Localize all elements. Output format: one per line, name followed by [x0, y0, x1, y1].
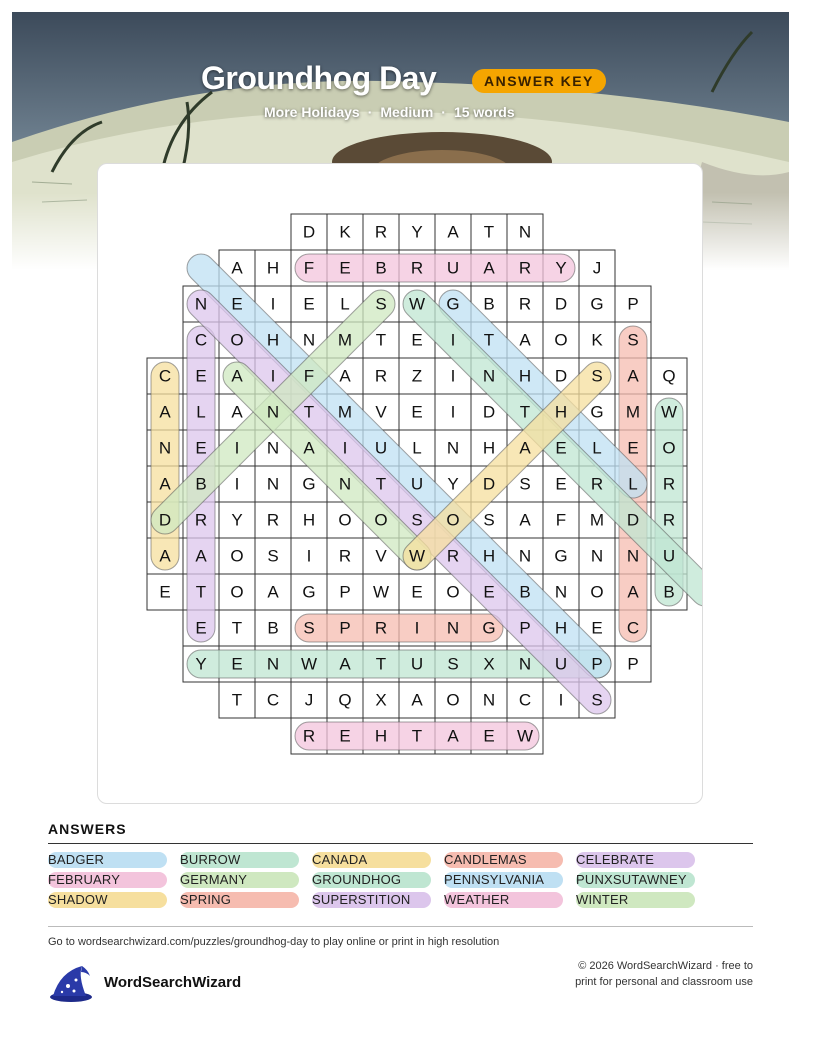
- grid-letter: Y: [195, 654, 207, 674]
- grid-letter: S: [627, 330, 639, 350]
- grid-letter: E: [411, 402, 423, 422]
- grid-letter: O: [374, 510, 388, 530]
- grid-letter: T: [375, 474, 387, 494]
- grid-letter: R: [662, 474, 676, 494]
- grid-letter: A: [339, 366, 351, 386]
- grid-letter: E: [555, 474, 567, 494]
- grid-letter: E: [411, 330, 423, 350]
- grid-letter: R: [662, 510, 676, 530]
- grid-letter: P: [627, 294, 639, 314]
- answer-word: BADGER: [48, 852, 167, 868]
- grid-letter: P: [591, 654, 603, 674]
- footer-divider: [48, 926, 753, 927]
- grid-letter: O: [446, 690, 460, 710]
- grid-letter: A: [519, 510, 531, 530]
- grid-letter: L: [412, 438, 422, 458]
- grid-letter: H: [518, 366, 532, 386]
- grid-letter: U: [662, 546, 676, 566]
- grid-letter: B: [519, 582, 531, 602]
- grid-letter: O: [230, 546, 244, 566]
- grid-letter: G: [482, 618, 496, 638]
- grid-letter: H: [266, 258, 280, 278]
- grid-letter: A: [159, 402, 171, 422]
- grid-letter: E: [303, 294, 315, 314]
- grid-letter: N: [158, 438, 172, 458]
- grid-letter: W: [300, 654, 318, 674]
- grid-letter: D: [554, 366, 568, 386]
- grid-letter: N: [518, 546, 532, 566]
- grid-letter: N: [266, 474, 280, 494]
- grid-letter: D: [554, 294, 568, 314]
- grid-letter: Z: [411, 366, 423, 386]
- grid-letter: P: [627, 654, 639, 674]
- grid-letter: T: [375, 654, 387, 674]
- grid-letter: I: [450, 366, 456, 386]
- grid-letter: B: [663, 582, 675, 602]
- grid-letter: D: [626, 510, 640, 530]
- grid-letter: E: [195, 366, 207, 386]
- answer-word: SPRING: [180, 892, 299, 908]
- puzzle-card: [97, 163, 703, 804]
- grid-letter: B: [375, 258, 387, 278]
- answer-word: CANADA: [312, 852, 431, 868]
- grid-letter: S: [483, 510, 495, 530]
- grid-letter: G: [590, 402, 604, 422]
- answer-word: GERMANY: [180, 872, 299, 888]
- grid-letter: N: [266, 438, 280, 458]
- grid-letter: A: [519, 330, 531, 350]
- grid-letter: O: [554, 330, 568, 350]
- grid-letter: U: [554, 654, 568, 674]
- grid-letter: T: [411, 726, 423, 746]
- grid-letter: R: [374, 366, 388, 386]
- grid-letter: B: [267, 618, 279, 638]
- grid-letter: N: [590, 546, 604, 566]
- answer-word: SHADOW: [48, 892, 167, 908]
- grid-letter: A: [231, 366, 243, 386]
- grid-letter: I: [450, 402, 456, 422]
- grid-letter: J: [592, 258, 602, 278]
- word-search-grid: [98, 164, 702, 803]
- answer-word: GROUNDHOG: [312, 872, 431, 888]
- grid-letter: A: [303, 438, 315, 458]
- grid-letter: O: [230, 582, 244, 602]
- grid-letter: C: [158, 366, 172, 386]
- grid-letter: T: [375, 330, 387, 350]
- grid-letter: H: [482, 546, 496, 566]
- brand-name[interactable]: WordSearchWizard: [104, 974, 242, 991]
- grid-letter: G: [590, 294, 604, 314]
- grid-letter: L: [592, 438, 602, 458]
- grid-letter: V: [375, 546, 387, 566]
- grid-letter: A: [627, 366, 639, 386]
- grid-letter: T: [231, 690, 243, 710]
- grid-letter: I: [234, 474, 240, 494]
- highlight-canada: [151, 362, 179, 570]
- grid-letter: J: [304, 690, 314, 710]
- grid-letter: L: [340, 294, 350, 314]
- grid-letter: A: [411, 690, 423, 710]
- grid-letter: A: [627, 582, 639, 602]
- wizard-hat-icon: [48, 964, 94, 1004]
- grid-letter: X: [375, 690, 387, 710]
- highlight-february: [295, 254, 575, 282]
- answer-key-badge: ANSWER KEY: [472, 69, 606, 93]
- grid-letter: H: [302, 510, 316, 530]
- grid-letter: S: [267, 546, 279, 566]
- grid-letter: I: [270, 294, 276, 314]
- grid-letter: N: [446, 438, 460, 458]
- grid-letter: E: [339, 258, 351, 278]
- grid-letter: O: [662, 438, 676, 458]
- grid-letter: H: [266, 330, 280, 350]
- copyright-text: © 2026 WordSearchWizard · free to print for personal and classroom use: [575, 960, 753, 988]
- grid-letter: C: [194, 330, 208, 350]
- grid-letter: U: [446, 258, 460, 278]
- grid-letter: K: [591, 330, 603, 350]
- grid-letter: I: [234, 438, 240, 458]
- answers-list: [48, 852, 753, 908]
- grid-letter: E: [159, 582, 171, 602]
- grid-letter: M: [589, 510, 605, 530]
- grid-letter: S: [375, 294, 387, 314]
- answer-word: WINTER: [576, 892, 695, 908]
- grid-letter: N: [518, 654, 532, 674]
- grid-letter: E: [231, 294, 243, 314]
- grid-letter: E: [591, 618, 603, 638]
- grid-letter: D: [302, 222, 316, 242]
- grid-letter: K: [339, 222, 351, 242]
- grid-letter: W: [408, 294, 426, 314]
- grid-letter: N: [266, 654, 280, 674]
- grid-letter: A: [159, 546, 171, 566]
- answers-divider: [48, 843, 753, 844]
- grid-letter: F: [303, 258, 315, 278]
- grid-letter: E: [231, 654, 243, 674]
- grid-letter: T: [519, 402, 531, 422]
- answer-word: SUPERSTITION: [312, 892, 431, 908]
- grid-letter: S: [591, 366, 603, 386]
- grid-letter: N: [446, 618, 460, 638]
- answer-word: BURROW: [180, 852, 299, 868]
- grid-letter: R: [266, 510, 280, 530]
- grid-letter: Y: [447, 474, 459, 494]
- grid-letter: E: [483, 726, 495, 746]
- grid-letter: R: [518, 258, 532, 278]
- grid-letter: T: [483, 330, 495, 350]
- grid-letter: A: [267, 582, 279, 602]
- grid-letter: R: [194, 510, 208, 530]
- grid-letter: D: [158, 510, 172, 530]
- grid-letter: A: [231, 402, 243, 422]
- grid-letter: R: [410, 258, 424, 278]
- grid-letter: N: [302, 330, 316, 350]
- grid-letter: W: [372, 582, 390, 602]
- grid-letter: Y: [411, 222, 423, 242]
- grid-letter: G: [302, 582, 316, 602]
- footer-link-text[interactable]: Go to wordsearchwizard.com/puzzles/groundhog-day to play online or print in high resolution: [48, 936, 500, 948]
- grid-letter: I: [450, 330, 456, 350]
- grid-letter: A: [159, 474, 171, 494]
- grid-letter: N: [554, 582, 568, 602]
- grid-letter: Q: [338, 690, 352, 710]
- grid-letter: F: [555, 510, 567, 530]
- grid-letter: H: [554, 618, 568, 638]
- puzzle-meta: [264, 104, 515, 120]
- grid-letter: Y: [231, 510, 243, 530]
- grid-letter: R: [590, 474, 604, 494]
- grid-letter: E: [483, 582, 495, 602]
- grid-letter: T: [483, 222, 495, 242]
- grid-letter: M: [625, 402, 641, 422]
- category-label: More Holidays: [264, 104, 360, 120]
- grid-letter: T: [195, 582, 207, 602]
- grid-letter: W: [516, 726, 534, 746]
- grid-letter: N: [482, 366, 496, 386]
- grid-letter: O: [230, 330, 244, 350]
- grid-letter: R: [338, 546, 352, 566]
- grid-letter: T: [231, 618, 243, 638]
- grid-letter: A: [195, 546, 207, 566]
- grid-letter: U: [410, 654, 424, 674]
- grid-letter: N: [626, 546, 640, 566]
- grid-letter: R: [374, 222, 388, 242]
- grid-letter: E: [555, 438, 567, 458]
- grid-letter: E: [627, 438, 639, 458]
- grid-letter: H: [554, 402, 568, 422]
- grid-letter: E: [411, 582, 423, 602]
- grid-letter: C: [518, 690, 532, 710]
- meta-separator: ·: [441, 104, 446, 120]
- grid-letter: X: [483, 654, 495, 674]
- grid-letter: O: [446, 582, 460, 602]
- word-count-label: 15 words: [453, 104, 515, 120]
- grid-letter: S: [303, 618, 315, 638]
- grid-letter: N: [518, 222, 532, 242]
- grid-letter: P: [519, 618, 531, 638]
- grid-letter: N: [482, 690, 496, 710]
- answer-word: PENNSYLVANIA: [444, 872, 563, 888]
- grid-letter: T: [303, 402, 315, 422]
- grid-letter: C: [266, 690, 280, 710]
- grid-letter: H: [482, 438, 496, 458]
- answer-word: CELEBRATE: [576, 852, 695, 868]
- grid-letter: N: [194, 294, 208, 314]
- grid-letter: S: [447, 654, 459, 674]
- grid-letter: I: [558, 690, 564, 710]
- grid-letter: C: [626, 618, 640, 638]
- grid-letter: I: [270, 366, 276, 386]
- grid-letter: R: [518, 294, 532, 314]
- grid-letter: S: [411, 510, 423, 530]
- grid-letter: A: [483, 258, 495, 278]
- grid-letter: A: [447, 222, 459, 242]
- grid-letter: A: [519, 438, 531, 458]
- grid-letter: G: [446, 294, 460, 314]
- grid-letter: I: [306, 546, 312, 566]
- difficulty-label: Medium: [380, 104, 434, 120]
- grid-letter: D: [482, 474, 496, 494]
- grid-letter: N: [266, 402, 280, 422]
- answer-word: WEATHER: [444, 892, 563, 908]
- grid-letter: A: [339, 654, 351, 674]
- grid-letter: E: [195, 438, 207, 458]
- grid-letter: G: [554, 546, 568, 566]
- grid-letter: O: [338, 510, 352, 530]
- grid-letter: M: [337, 330, 353, 350]
- answers-heading: ANSWERS: [48, 821, 127, 837]
- grid-letter: R: [302, 726, 316, 746]
- grid-letter: R: [446, 546, 460, 566]
- grid-letter: B: [195, 474, 207, 494]
- grid-letter: F: [303, 366, 315, 386]
- grid-letter: Q: [662, 366, 676, 386]
- grid-letter: G: [302, 474, 316, 494]
- grid-letter: L: [196, 402, 206, 422]
- grid-letter: M: [337, 402, 353, 422]
- highlight-spring: [295, 614, 503, 642]
- grid-letter: R: [374, 618, 388, 638]
- grid-letter: S: [591, 690, 603, 710]
- grid-letter: U: [410, 474, 424, 494]
- grid-letter: N: [338, 474, 352, 494]
- grid-letter: W: [660, 402, 678, 422]
- grid-letter: I: [342, 438, 348, 458]
- grid-letter: H: [374, 726, 388, 746]
- grid-letter: S: [519, 474, 531, 494]
- puzzle-title: Groundhog Day: [201, 60, 437, 96]
- answer-word: FEBRUARY: [48, 872, 167, 888]
- grid-letter: O: [446, 510, 460, 530]
- answer-word: CANDLEMAS: [444, 852, 563, 868]
- meta-separator: ·: [367, 104, 373, 120]
- grid-letter: P: [339, 582, 351, 602]
- grid-letter: V: [375, 402, 387, 422]
- answer-word: PUNXSUTAWNEY: [576, 872, 695, 888]
- grid-letter: Y: [555, 258, 567, 278]
- grid-letter: E: [339, 726, 351, 746]
- grid-letter: O: [590, 582, 604, 602]
- grid-letter: L: [628, 474, 638, 494]
- grid-letter: E: [195, 618, 207, 638]
- grid-letter: W: [408, 546, 426, 566]
- grid-letter: P: [339, 618, 351, 638]
- grid-letter: A: [231, 258, 243, 278]
- grid-letter: A: [447, 726, 459, 746]
- grid-letter: D: [482, 402, 496, 422]
- grid-letter: I: [414, 618, 420, 638]
- grid-letter: B: [483, 294, 495, 314]
- grid-letter: U: [374, 438, 388, 458]
